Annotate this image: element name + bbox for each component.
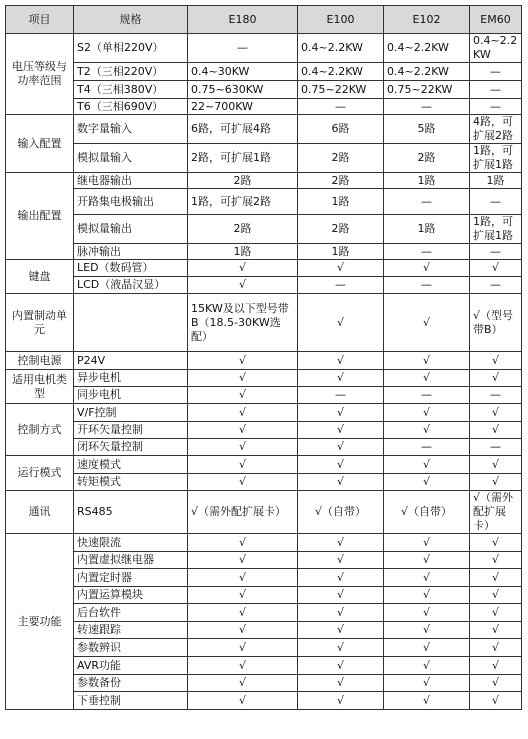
value-cell: — [384, 387, 470, 404]
value-cell: √ [298, 404, 384, 422]
spec-cell: 异步电机 [74, 370, 188, 387]
value-cell: √ [188, 439, 298, 456]
value-cell: √ [298, 622, 384, 639]
value-cell: √ [470, 352, 522, 370]
value-cell: √ [470, 474, 522, 491]
category-cell: 控制电源 [6, 352, 74, 370]
table-row [6, 352, 522, 370]
value-cell: 0.4~2.2KW [384, 63, 470, 81]
value-cell: √ [188, 474, 298, 491]
header-item: 项目 [6, 6, 74, 34]
spec-cell [74, 294, 188, 352]
value-cell: √ [384, 622, 470, 639]
table-row [6, 534, 522, 552]
value-cell: 1路 [384, 215, 470, 244]
table-row [6, 622, 522, 639]
value-cell: √ [384, 352, 470, 370]
category-cell: 运行模式 [6, 456, 74, 491]
spec-cell: 参数备份 [74, 675, 188, 692]
value-cell: √ [188, 387, 298, 404]
table-row [6, 99, 522, 115]
value-cell: 0.4~2.2KW [384, 34, 470, 63]
value-cell: √ [470, 534, 522, 552]
spec-cell: V/F控制 [74, 404, 188, 422]
value-cell: √ [384, 474, 470, 491]
table-row [6, 491, 522, 534]
value-cell: — [384, 439, 470, 456]
category-cell: 主要功能 [6, 534, 74, 710]
value-cell: — [470, 277, 522, 294]
value-cell: √ [188, 675, 298, 692]
spec-cell: 开环矢量控制 [74, 422, 188, 439]
value-cell: √ [188, 657, 298, 675]
category-cell: 适用电机类型 [6, 370, 74, 404]
value-cell: √ [188, 604, 298, 622]
value-cell: √ [298, 422, 384, 439]
value-cell: — [470, 99, 522, 115]
value-cell: √ [384, 456, 470, 474]
value-cell: — [298, 277, 384, 294]
value-cell: 0.4~2.2KW [470, 34, 522, 63]
value-cell: √ [384, 604, 470, 622]
value-cell: √ [298, 552, 384, 569]
value-cell: √ [188, 456, 298, 474]
value-cell: — [470, 244, 522, 260]
value-cell: √ [384, 370, 470, 387]
value-cell: √ [384, 404, 470, 422]
value-cell: √ [470, 260, 522, 277]
value-cell: √ [470, 587, 522, 604]
spec-cell: 转速跟踪 [74, 622, 188, 639]
spec-cell: T2（三相220V） [74, 63, 188, 81]
category-cell: 电压等级与功率范围 [6, 34, 74, 115]
value-cell: √ [470, 422, 522, 439]
value-cell: 0.4~2.2KW [298, 63, 384, 81]
value-cell: 2路 [188, 215, 298, 244]
spec-cell: 下垂控制 [74, 692, 188, 710]
value-cell: √ [188, 534, 298, 552]
value-cell: 2路 [384, 144, 470, 173]
value-cell: √ [298, 692, 384, 710]
value-cell: √ [384, 260, 470, 277]
table-row [6, 552, 522, 569]
spec-cell: 内置定时器 [74, 569, 188, 587]
value-cell: — [188, 34, 298, 63]
value-cell: — [298, 387, 384, 404]
value-cell: √ [470, 639, 522, 657]
value-cell: √ [188, 552, 298, 569]
value-cell: √ [470, 370, 522, 387]
value-cell: 0.75~22KW [384, 81, 470, 99]
value-cell: √ [470, 604, 522, 622]
value-cell: √ [384, 534, 470, 552]
value-cell: 0.4~2.2KW [298, 34, 384, 63]
value-cell: 22~700KW [188, 99, 298, 115]
spec-cell: 快速限流 [74, 534, 188, 552]
table-row [6, 474, 522, 491]
value-cell: 1路 [298, 189, 384, 215]
header-em60: EM60 [470, 6, 522, 34]
value-cell: √ [298, 657, 384, 675]
value-cell: 15KW及以下型号带B（18.5-30KW选配） [188, 294, 298, 352]
value-cell: √ [470, 657, 522, 675]
value-cell: √ [384, 422, 470, 439]
value-cell: √ [298, 569, 384, 587]
value-cell: — [384, 99, 470, 115]
value-cell: √（需外配扩展卡） [188, 491, 298, 534]
value-cell: — [384, 189, 470, 215]
value-cell: √ [298, 370, 384, 387]
value-cell: √ [470, 404, 522, 422]
table-row [6, 639, 522, 657]
table-row [6, 456, 522, 474]
table-row [6, 244, 522, 260]
value-cell: 1路，可扩展1路 [470, 144, 522, 173]
value-cell: √ [384, 657, 470, 675]
value-cell: √ [384, 692, 470, 710]
value-cell: √ [384, 675, 470, 692]
header-spec: 规格 [74, 6, 188, 34]
value-cell: 0.75~630KW [188, 81, 298, 99]
value-cell: 1路 [188, 244, 298, 260]
table-row [6, 34, 522, 63]
value-cell: √ [188, 260, 298, 277]
value-cell: — [470, 189, 522, 215]
value-cell: 1路 [384, 173, 470, 189]
value-cell: √ [298, 675, 384, 692]
category-cell: 输入配置 [6, 115, 74, 173]
value-cell: 6路 [298, 115, 384, 144]
value-cell: 2路 [298, 215, 384, 244]
spec-cell: 脉冲输出 [74, 244, 188, 260]
value-cell: — [384, 244, 470, 260]
table-row [6, 692, 522, 710]
table-row [6, 587, 522, 604]
value-cell: 1路 [298, 244, 384, 260]
table-row [6, 81, 522, 99]
spec-cell: AVR功能 [74, 657, 188, 675]
table-row [6, 173, 522, 189]
table-row [6, 387, 522, 404]
category-cell: 内置制动单元 [6, 294, 74, 352]
table-row [6, 189, 522, 215]
category-cell: 通讯 [6, 491, 74, 534]
table-row [6, 260, 522, 277]
value-cell: √ [188, 692, 298, 710]
value-cell: 1路 [470, 173, 522, 189]
table-row [6, 422, 522, 439]
value-cell: 0.4~30KW [188, 63, 298, 81]
value-cell: √ [188, 404, 298, 422]
spec-cell: 同步电机 [74, 387, 188, 404]
spec-cell: P24V [74, 352, 188, 370]
value-cell: √ [188, 587, 298, 604]
table-body [6, 34, 522, 710]
value-cell: — [470, 387, 522, 404]
header-e180: E180 [188, 6, 298, 34]
header-row [6, 6, 522, 34]
spec-cell: 模拟量输入 [74, 144, 188, 173]
table-row [6, 277, 522, 294]
value-cell: √ [470, 552, 522, 569]
value-cell: √ [298, 260, 384, 277]
spec-cell: LED（数码管） [74, 260, 188, 277]
value-cell: √ [188, 370, 298, 387]
value-cell: 2路 [298, 173, 384, 189]
table-row [6, 144, 522, 173]
spec-cell: 开路集电极输出 [74, 189, 188, 215]
value-cell: √ [470, 675, 522, 692]
value-cell: 6路，可扩展4路 [188, 115, 298, 144]
value-cell: √ [298, 534, 384, 552]
value-cell: √ [188, 422, 298, 439]
value-cell: √ [188, 622, 298, 639]
value-cell: 0.75~22KW [298, 81, 384, 99]
table-row [6, 569, 522, 587]
value-cell: — [470, 81, 522, 99]
value-cell: √ [470, 622, 522, 639]
category-cell: 输出配置 [6, 173, 74, 260]
value-cell: √ [298, 352, 384, 370]
value-cell: √ [384, 569, 470, 587]
value-cell: √ [188, 639, 298, 657]
value-cell: √ [384, 552, 470, 569]
value-cell: — [470, 439, 522, 456]
value-cell: √ [298, 587, 384, 604]
value-cell: — [298, 99, 384, 115]
table-row [6, 657, 522, 675]
table-row [6, 404, 522, 422]
value-cell: √ [298, 456, 384, 474]
value-cell: √ [470, 569, 522, 587]
spec-cell: 内置虚拟继电器 [74, 552, 188, 569]
spec-cell: 内置运算模块 [74, 587, 188, 604]
value-cell: √（自带） [384, 491, 470, 534]
spec-cell: 继电器输出 [74, 173, 188, 189]
value-cell: 2路 [298, 144, 384, 173]
value-cell: √（需外配扩展卡） [470, 491, 522, 534]
table-row [6, 115, 522, 144]
table-row [6, 439, 522, 456]
spec-cell: T6（三相690V） [74, 99, 188, 115]
value-cell: — [470, 63, 522, 81]
table-row [6, 370, 522, 387]
value-cell: √ [384, 639, 470, 657]
value-cell: √ [298, 604, 384, 622]
table-row [6, 215, 522, 244]
spec-cell: 转矩模式 [74, 474, 188, 491]
table-row [6, 63, 522, 81]
value-cell: √ [298, 439, 384, 456]
value-cell: √（型号带B） [470, 294, 522, 352]
spec-cell: 模拟量输出 [74, 215, 188, 244]
spec-cell: 后台软件 [74, 604, 188, 622]
value-cell: √ [188, 277, 298, 294]
value-cell: 4路，可扩展2路 [470, 115, 522, 144]
value-cell: √ [298, 639, 384, 657]
value-cell: 1路，可扩展2路 [188, 189, 298, 215]
value-cell: 2路 [188, 173, 298, 189]
table-row [6, 294, 522, 352]
category-cell: 键盘 [6, 260, 74, 294]
spec-cell: 速度模式 [74, 456, 188, 474]
value-cell: √ [384, 587, 470, 604]
table-row [6, 604, 522, 622]
value-cell: √ [298, 474, 384, 491]
value-cell: √ [188, 569, 298, 587]
value-cell: √（自带） [298, 491, 384, 534]
spec-cell: LCD（液晶汉显） [74, 277, 188, 294]
value-cell: √ [384, 294, 470, 352]
spec-comparison-table [5, 5, 522, 710]
spec-cell: 参数辨识 [74, 639, 188, 657]
value-cell: 5路 [384, 115, 470, 144]
value-cell: √ [470, 456, 522, 474]
value-cell: — [384, 277, 470, 294]
header-e102: E102 [384, 6, 470, 34]
value-cell: 2路，可扩展1路 [188, 144, 298, 173]
category-cell: 控制方式 [6, 404, 74, 456]
spec-cell: S2（单相220V） [74, 34, 188, 63]
value-cell: √ [470, 692, 522, 710]
value-cell: 1路，可扩展1路 [470, 215, 522, 244]
spec-cell: RS485 [74, 491, 188, 534]
spec-cell: 闭环矢量控制 [74, 439, 188, 456]
value-cell: √ [188, 352, 298, 370]
spec-cell: T4（三相380V） [74, 81, 188, 99]
spec-cell: 数字量输入 [74, 115, 188, 144]
header-e100: E100 [298, 6, 384, 34]
table-row [6, 675, 522, 692]
value-cell: √ [298, 294, 384, 352]
